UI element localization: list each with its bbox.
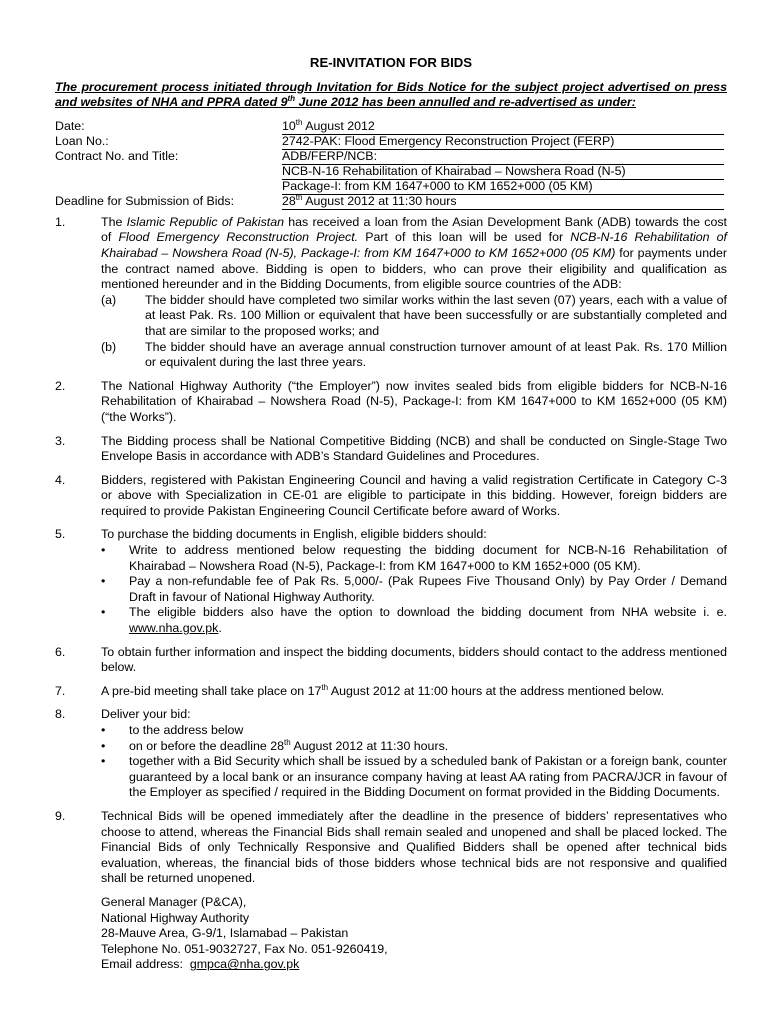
clause-number: 4. — [55, 472, 66, 487]
deadline-sup: th — [295, 192, 303, 202]
clause-number: 9. — [55, 808, 66, 823]
clause-5-text: To purchase the bidding documents in English, eligible bidders should: — [101, 527, 487, 542]
text-run: on or before the deadline 28 — [129, 738, 285, 753]
deadline-value — [282, 194, 724, 210]
clause-6 — [55, 645, 727, 676]
bullet-icon: • — [101, 543, 106, 558]
address-line: 28-Mauve Area, G-9/1, Islamabad – Pakistan — [101, 926, 349, 941]
date-label: Date: — [55, 118, 85, 133]
bullet-icon: • — [101, 574, 106, 589]
superscript: th — [284, 737, 291, 747]
bullet-icon: • — [101, 723, 106, 737]
clause-2-text: The National Highway Authority (“the Employer”) now invites sealed bids from eligible bidders for NCB-N-16 Rehabilitation of Khairabad – Nowshera Road (N-5), Package-I: from KM 1647+000 to KM 1652+000 (05 KM) (“the Works”). — [101, 378, 727, 424]
date-sup: th — [295, 117, 303, 127]
text-run: The — [101, 214, 127, 229]
intro-text-1: The procurement process initiated through Invitation for Bids Notice for the subject project advertised on press and websites of NHA and PPRA dated 9 — [55, 79, 727, 110]
text-run-italic: Islamic Republic of Pakistan — [126, 214, 284, 229]
text-run-italic: NCB-N-16 Rehabilitation of Khairabad – Nowshera Road (N-5), Package-I: from KM 1647+000 to KM 1652+000 (05 KM) — [101, 230, 727, 260]
text-run: Part of this loan will be used for — [358, 230, 571, 245]
bullet-text: to the address below — [129, 723, 244, 737]
contract-line-2: NCB-N-16 Rehabilitation of Khairabad – Nowshera Road (N-5) — [282, 164, 724, 180]
address-line: Telephone No. 051-9032727, Fax No. 051-9260419, — [101, 941, 388, 956]
clause-9-text: Technical Bids will be opened immediately after the deadline in the presence of bidders’ representatives who choose to attend, whereas the Financial Bids shall remain sealed and unopened and shall be placed locked. The Financial Bids of only Technically Responsive and Qualified Bidders shall be opened after technical bids evaluation, whereas, the financial bids of those bidders whose technical bids are not responsive and qualified shall be returned unopened. — [101, 808, 727, 886]
contract-label: Contract No. and Title: — [55, 148, 179, 163]
clause-1-sub-a — [101, 293, 727, 340]
clause-8-bullet-2 — [101, 739, 727, 755]
address-line: National Highway Authority — [101, 910, 250, 925]
clause-number: 2. — [55, 378, 66, 393]
clause-3-text: The Bidding process shall be National Competitive Bidding (NCB) and shall be conducted on Single-Stage Two Envelope Basis in accordance with ADB’s Standard Guidelines and Procedures. — [101, 433, 727, 464]
clause-1-text — [101, 215, 727, 293]
bullet-icon: • — [101, 738, 106, 753]
clause-number: 1. — [55, 214, 66, 229]
clause-number: 7. — [55, 683, 66, 698]
text-run: A pre-bid meeting shall take place on 17 — [101, 683, 322, 698]
document-page — [55, 55, 727, 973]
clause-7-text — [101, 684, 727, 700]
date-rest: August 2012 — [302, 118, 375, 133]
intro-paragraph — [55, 80, 727, 111]
text-run-italic: Flood Emergency Reconstruction Project. — [118, 230, 359, 245]
text-run: for payments under the contract named above. Bidding is open to bidders, who can prove their eligibility and qualification as mentioned hereunder and in the Bidding Documents, from eligible source countries of the ADB: — [101, 245, 727, 292]
clause-5-bullet-3 — [101, 605, 727, 636]
deadline-rest: August 2012 at 11:30 hours — [302, 193, 457, 208]
clause-3 — [55, 434, 727, 465]
clause-number: 3. — [55, 433, 66, 448]
loan-value: 2742-PAK: Flood Emergency Reconstruction Project (FERP) — [282, 134, 724, 150]
clause-4 — [55, 473, 727, 520]
address-line: General Manager (P&CA), — [101, 894, 247, 909]
text-run: The eligible bidders also have the option to download the bidding document from NHA website i. e. — [129, 605, 727, 620]
date-day: 10 — [282, 118, 296, 133]
nha-website-link[interactable]: www.nha.gov.pk — [129, 621, 219, 636]
date-value — [282, 119, 724, 135]
document-title: RE-INVITATION FOR BIDS — [309, 55, 473, 70]
loan-label: Loan No.: — [55, 133, 109, 148]
sub-text: The bidder should have an average annual construction turnover amount of at least Pak. Rs. 170 Million or equivalent during the last three years. — [145, 339, 727, 370]
superscript: th — [321, 682, 329, 692]
clause-number: 5. — [55, 527, 66, 542]
clause-1 — [55, 215, 727, 371]
clause-5-bullet-2 — [101, 574, 727, 605]
bullet-text — [119, 739, 727, 755]
sub-marker: (a) — [101, 292, 117, 307]
bullet-icon: • — [101, 605, 106, 620]
deadline-label: Deadline for Submission of Bids: — [55, 193, 235, 208]
email-link[interactable]: gmpca@nha.gov.pk — [189, 957, 300, 972]
clause-8-bullet-1 — [101, 723, 727, 739]
clause-8-text: Deliver your bid: — [101, 707, 191, 722]
contract-line-3: Package-I: from KM 1647+000 to KM 1652+000 (05 KM) — [282, 179, 724, 195]
clause-number: 6. — [55, 644, 66, 659]
intro-text-2: June 2012 has been annulled and re-advertised as under: — [295, 95, 636, 110]
clause-5 — [55, 527, 727, 636]
clause-8 — [55, 707, 727, 801]
clause-1-sub-b — [101, 340, 727, 371]
text-run: August 2012 at 11:00 hours at the address mentioned below. — [328, 683, 665, 698]
clause-9 — [55, 809, 727, 887]
contract-line-1: ADB/FERP/NCB: — [282, 149, 724, 165]
sub-marker: (b) — [101, 339, 117, 354]
sub-text: The bidder should have completed two similar works within the last seven (07) years, each with a value of at least Pak. Rs. 100 Million or equivalent that have been successfully or are substantially completed and that are similar to the proposed works; and — [145, 292, 727, 338]
clause-5-bullet-1 — [101, 543, 727, 574]
clause-6-text: To obtain further information and inspect the bidding documents, bidders should contact to the address mentioned below. — [101, 644, 727, 675]
clause-number: 8. — [55, 707, 66, 722]
deadline-day: 28 — [282, 193, 296, 208]
clause-4-text: Bidders, registered with Pakistan Engineering Council and having a valid registration Certificate in Category C-3 or above with Specialization in CE-01 are eligible to participate in this bidding. However, foreign bidders are required to provide Pakistan Engineering Council Certificate before award of Works. — [101, 472, 727, 518]
clause-8-bullet-3 — [101, 754, 727, 801]
email-line — [101, 957, 727, 973]
clause-2 — [55, 379, 727, 426]
bullet-text — [119, 605, 727, 636]
bullet-text: Pay a non-refundable fee of Pak Rs. 5,000/- (Pak Rupees Five Thousand Only) by Pay Order / Demand Draft in favour of National Highway Authority. — [129, 574, 727, 604]
bullet-icon: • — [101, 754, 106, 769]
text-run: . — [218, 621, 222, 636]
email-label: Email address: — [101, 957, 190, 972]
text-run: August 2012 at 11:30 hours. — [290, 738, 449, 753]
bullet-text: together with a Bid Security which shall be issued by a scheduled bank of Pakistan or a foreign bank, counter guaranteed by a local bank or an insurance company having at least AA rating from PACRA/JCR in favour of the Employer as specified / required in the Bidding Document on format provided in the Bidding Documents. — [129, 754, 727, 800]
clause-7 — [55, 684, 727, 700]
text-run: has received a loan from the Asian Development Bank (ADB) towards the cost of — [101, 214, 727, 245]
bid-header-block — [55, 117, 727, 208]
intro-superscript: th — [287, 94, 296, 104]
bullet-text: Write to address mentioned below requesting the bidding document for NCB-N-16 Rehabilitation of Khairabad – Nowshera Road (N-5), Package-I: from KM 1647+000 to KM 1652+000 (05 KM). — [129, 543, 727, 573]
contact-address — [55, 895, 727, 973]
